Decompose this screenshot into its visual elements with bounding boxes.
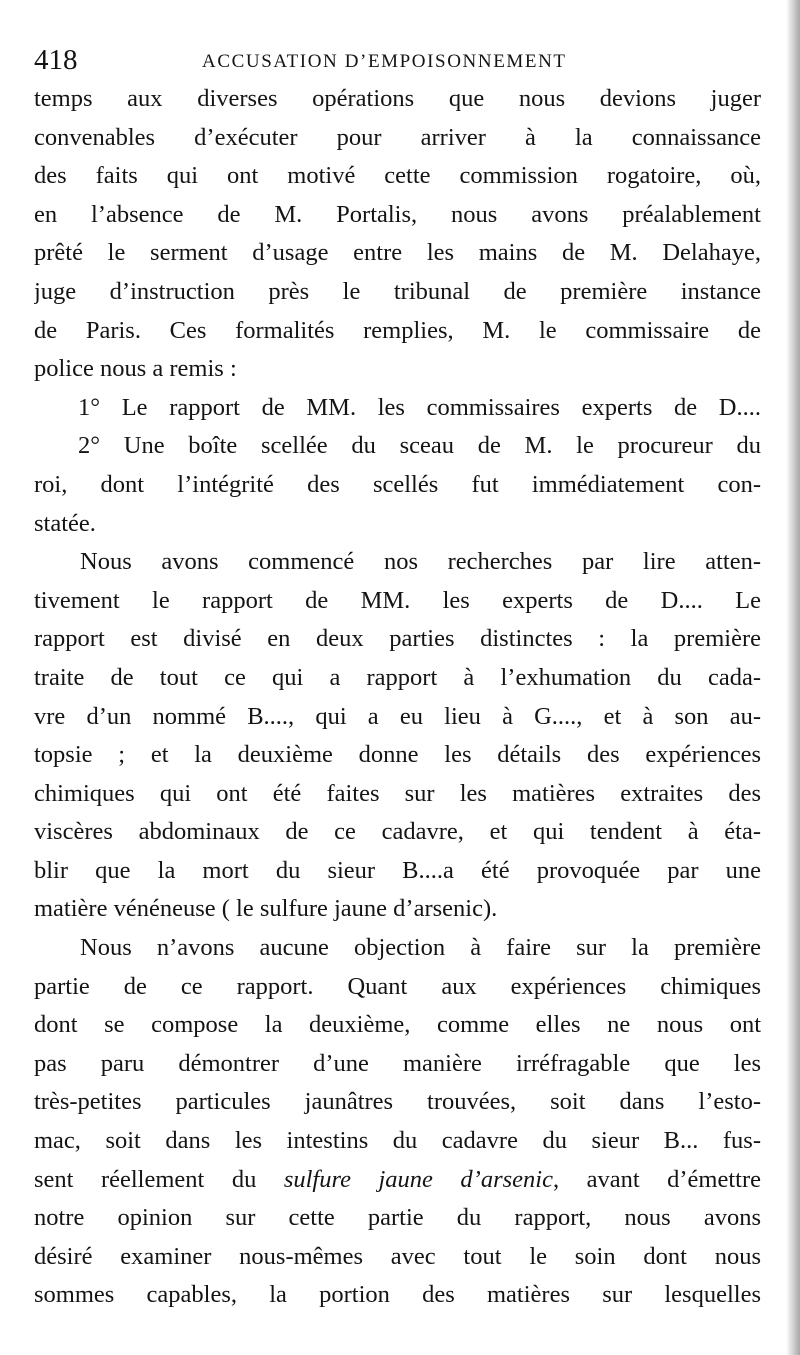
text-line: en l’absence de M. Portalis, nous avons préalablement xyxy=(34,200,761,228)
text-line: viscères abdominaux de ce cadavre, et qui tendent à éta- xyxy=(34,818,761,846)
list-item-1: 1° Le rapport de MM. les commissaires experts de D.... xyxy=(78,393,761,421)
text-line: tivement le rapport de MM. les experts de D.... Le xyxy=(34,586,761,614)
body-text xyxy=(34,80,761,1315)
italic-phrase: sulfure jaune d’arsenic xyxy=(283,1165,553,1193)
text-line: prêté le serment d’usage entre les mains de M. Delahaye, xyxy=(34,239,761,267)
text-line: roi, dont l’intégrité des scellés fut immédiatement con- xyxy=(34,470,761,498)
text-line: sommes capables, la portion des matières sur lesquelles xyxy=(34,1281,761,1309)
text-line: matière vénéneuse ( le sulfure jaune d’arsenic). xyxy=(34,895,498,923)
text-segment: , avant d’émettre xyxy=(552,1165,761,1193)
text-line: police nous a remis : xyxy=(34,355,237,383)
list-item-2: 2° Une boîte scellée du sceau de M. le procureur du xyxy=(78,432,761,460)
text-line: désiré examiner nous-mêmes avec tout le soin dont nous xyxy=(34,1242,761,1270)
text-line: des faits qui ont motivé cette commission rogatoire, où, xyxy=(34,162,761,190)
text-line: partie de ce rapport. Quant aux expériences chimiques xyxy=(34,972,761,1000)
text-line: vre d’un nommé B...., qui a eu lieu à G...., et à son au- xyxy=(34,702,761,730)
text-line: mac, soit dans les intestins du cadavre du sieur B... fus- xyxy=(34,1127,761,1155)
text-line: rapport est divisé en deux parties distinctes : la première xyxy=(34,625,761,653)
page-number: 418 xyxy=(34,44,78,76)
text-line: pas paru démontrer d’une manière irréfragable que les xyxy=(34,1049,761,1077)
text-line: chimiques qui ont été faites sur les matières extraites des xyxy=(34,779,761,807)
text-segment: sent réellement du xyxy=(34,1165,284,1193)
text-line xyxy=(34,1161,761,1200)
text-line: dont se compose la deuxième, comme elles ne nous ont xyxy=(34,1011,761,1039)
text-line: temps aux diverses opérations que nous devions juger xyxy=(34,85,761,112)
text-line: blir que la mort du sieur B....a été provoquée par une xyxy=(34,856,761,884)
text-line: très-petites particules jaunâtres trouvées, soit dans l’esto- xyxy=(34,1088,761,1116)
text-line: traite de tout ce qui a rapport à l’exhumation du cada- xyxy=(34,663,761,691)
page-header xyxy=(34,40,774,80)
text-line: topsie ; et la deuxième donne les détails des expériences xyxy=(34,741,761,769)
text-line: statée. xyxy=(34,509,96,537)
text-line: notre opinion sur cette partie du rapport, nous avons xyxy=(34,1204,761,1232)
running-title: ACCUSATION D’EMPOISONNEMENT xyxy=(202,51,567,72)
paragraph-start: Nous n’avons aucune objection à faire sur la première xyxy=(80,934,761,962)
paragraph-start: Nous avons commencé nos recherches par lire atten- xyxy=(80,548,761,576)
text-line: juge d’instruction près le tribunal de première instance xyxy=(34,277,761,305)
text-line: de Paris. Ces formalités remplies, M. le commissaire de xyxy=(34,316,761,344)
text-line: convenables d’exécuter pour arriver à la connaissance xyxy=(34,123,761,151)
